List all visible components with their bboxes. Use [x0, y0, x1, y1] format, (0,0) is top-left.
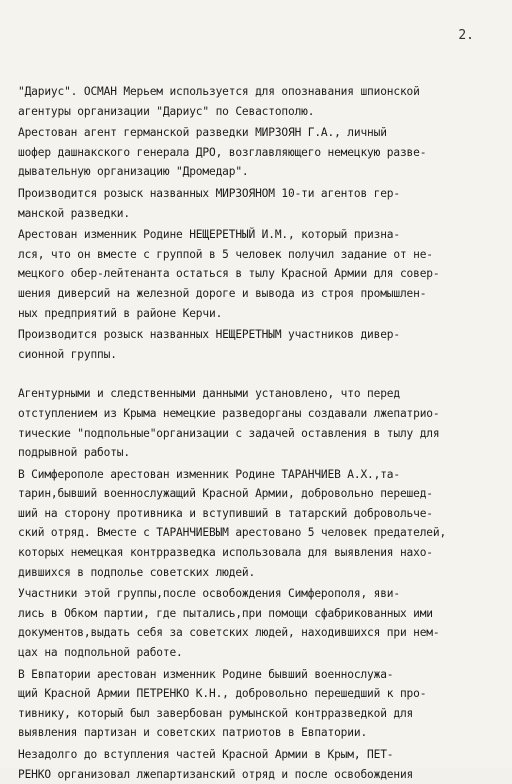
paragraph-petrenko-arrest: В Евпатории арестован изменник Родине бывший военнослужа- щий Красной Армии ПЕТРЕНКО К.Н., добровольно перешедший к про- тивнику, который был завербован румынской контрразведкой для выявления партизан и советских патриотов в Евпатории.	[18, 667, 427, 740]
paragraph-dariush: "Дариус". ОСМАН Мерьем используется для опознавания шпионской агентуры организации "Дариус" по Севастополю.	[18, 85, 420, 118]
page-number: 2.	[458, 28, 474, 43]
paragraph-underground-orgs: Агентурными и следственными данными установлено, что перед отступлением из Крыма немецкие разведорганы создавали лжепатрио- тические "подпольные"организации с задачей оставления в тылу для подрывной работы.	[18, 387, 440, 460]
paragraph-petrenko-detachment: Незадолго до вступления частей Красной Армии в Крым, ПЕТ- РЕНКО организовал лжепартизанский отряд и после освобождения	[18, 748, 414, 781]
paragraph-mirzoyan-search: Производится розыск названных МИРЗОЯНОМ 10-ти агентов гер- манской разведки.	[18, 186, 400, 220]
paragraph-mirzoyan-arrest: Арестован агент германской разведки МИРЗОЯН Г.А., личный шофер дашнакского генерала ДРО, возглавляющего немецкую разве- дывательную организацию "Дромедар".	[18, 126, 427, 179]
paragraph-nescheretny-search: Производится розыск названных НЕЩЕРЕТНЫМ участников дивер- сионной группы.	[18, 328, 400, 361]
paragraph-taranchiev-arrest: В Симферополе арестован изменник Родине ТАРАНЧИЕВ А.Х.,тa- тарин,бывший военнослужащий Красной Армии, добровольно перешед- ший на сторону противника и вступивший в татарский добровольче- ский отряд. Вместе с ТАРАНЧИЕВЫМ арестовано 5 человек предателей, которых немецкая контрразведка использовала для выявления нахо- дившихся в подполье советских людей.	[18, 467, 447, 579]
paragraph-group-participants: Участники этой группы,после освобождения Симферополя, яви- лись в Обком партии, где пытались,при помощи сфабрикованных ими документов,выдать себя за советских людей, находившихся при нем- цах на подпольной работе.	[18, 587, 440, 660]
document-body	[18, 82, 500, 784]
paragraph-nescheretny-arrest: Арестован изменник Родине НЕЩЕРЕТНЫЙ И.М., который призна- лся, что он вместе с группой в 5 человек получил задание от не- мецкого обер-лейтенанта остаться в тылу Красной Армии для совер- шения диверсий на железной дороге и вывода из строя промышлен- ных предприятий в районе Керчи.	[18, 228, 440, 320]
